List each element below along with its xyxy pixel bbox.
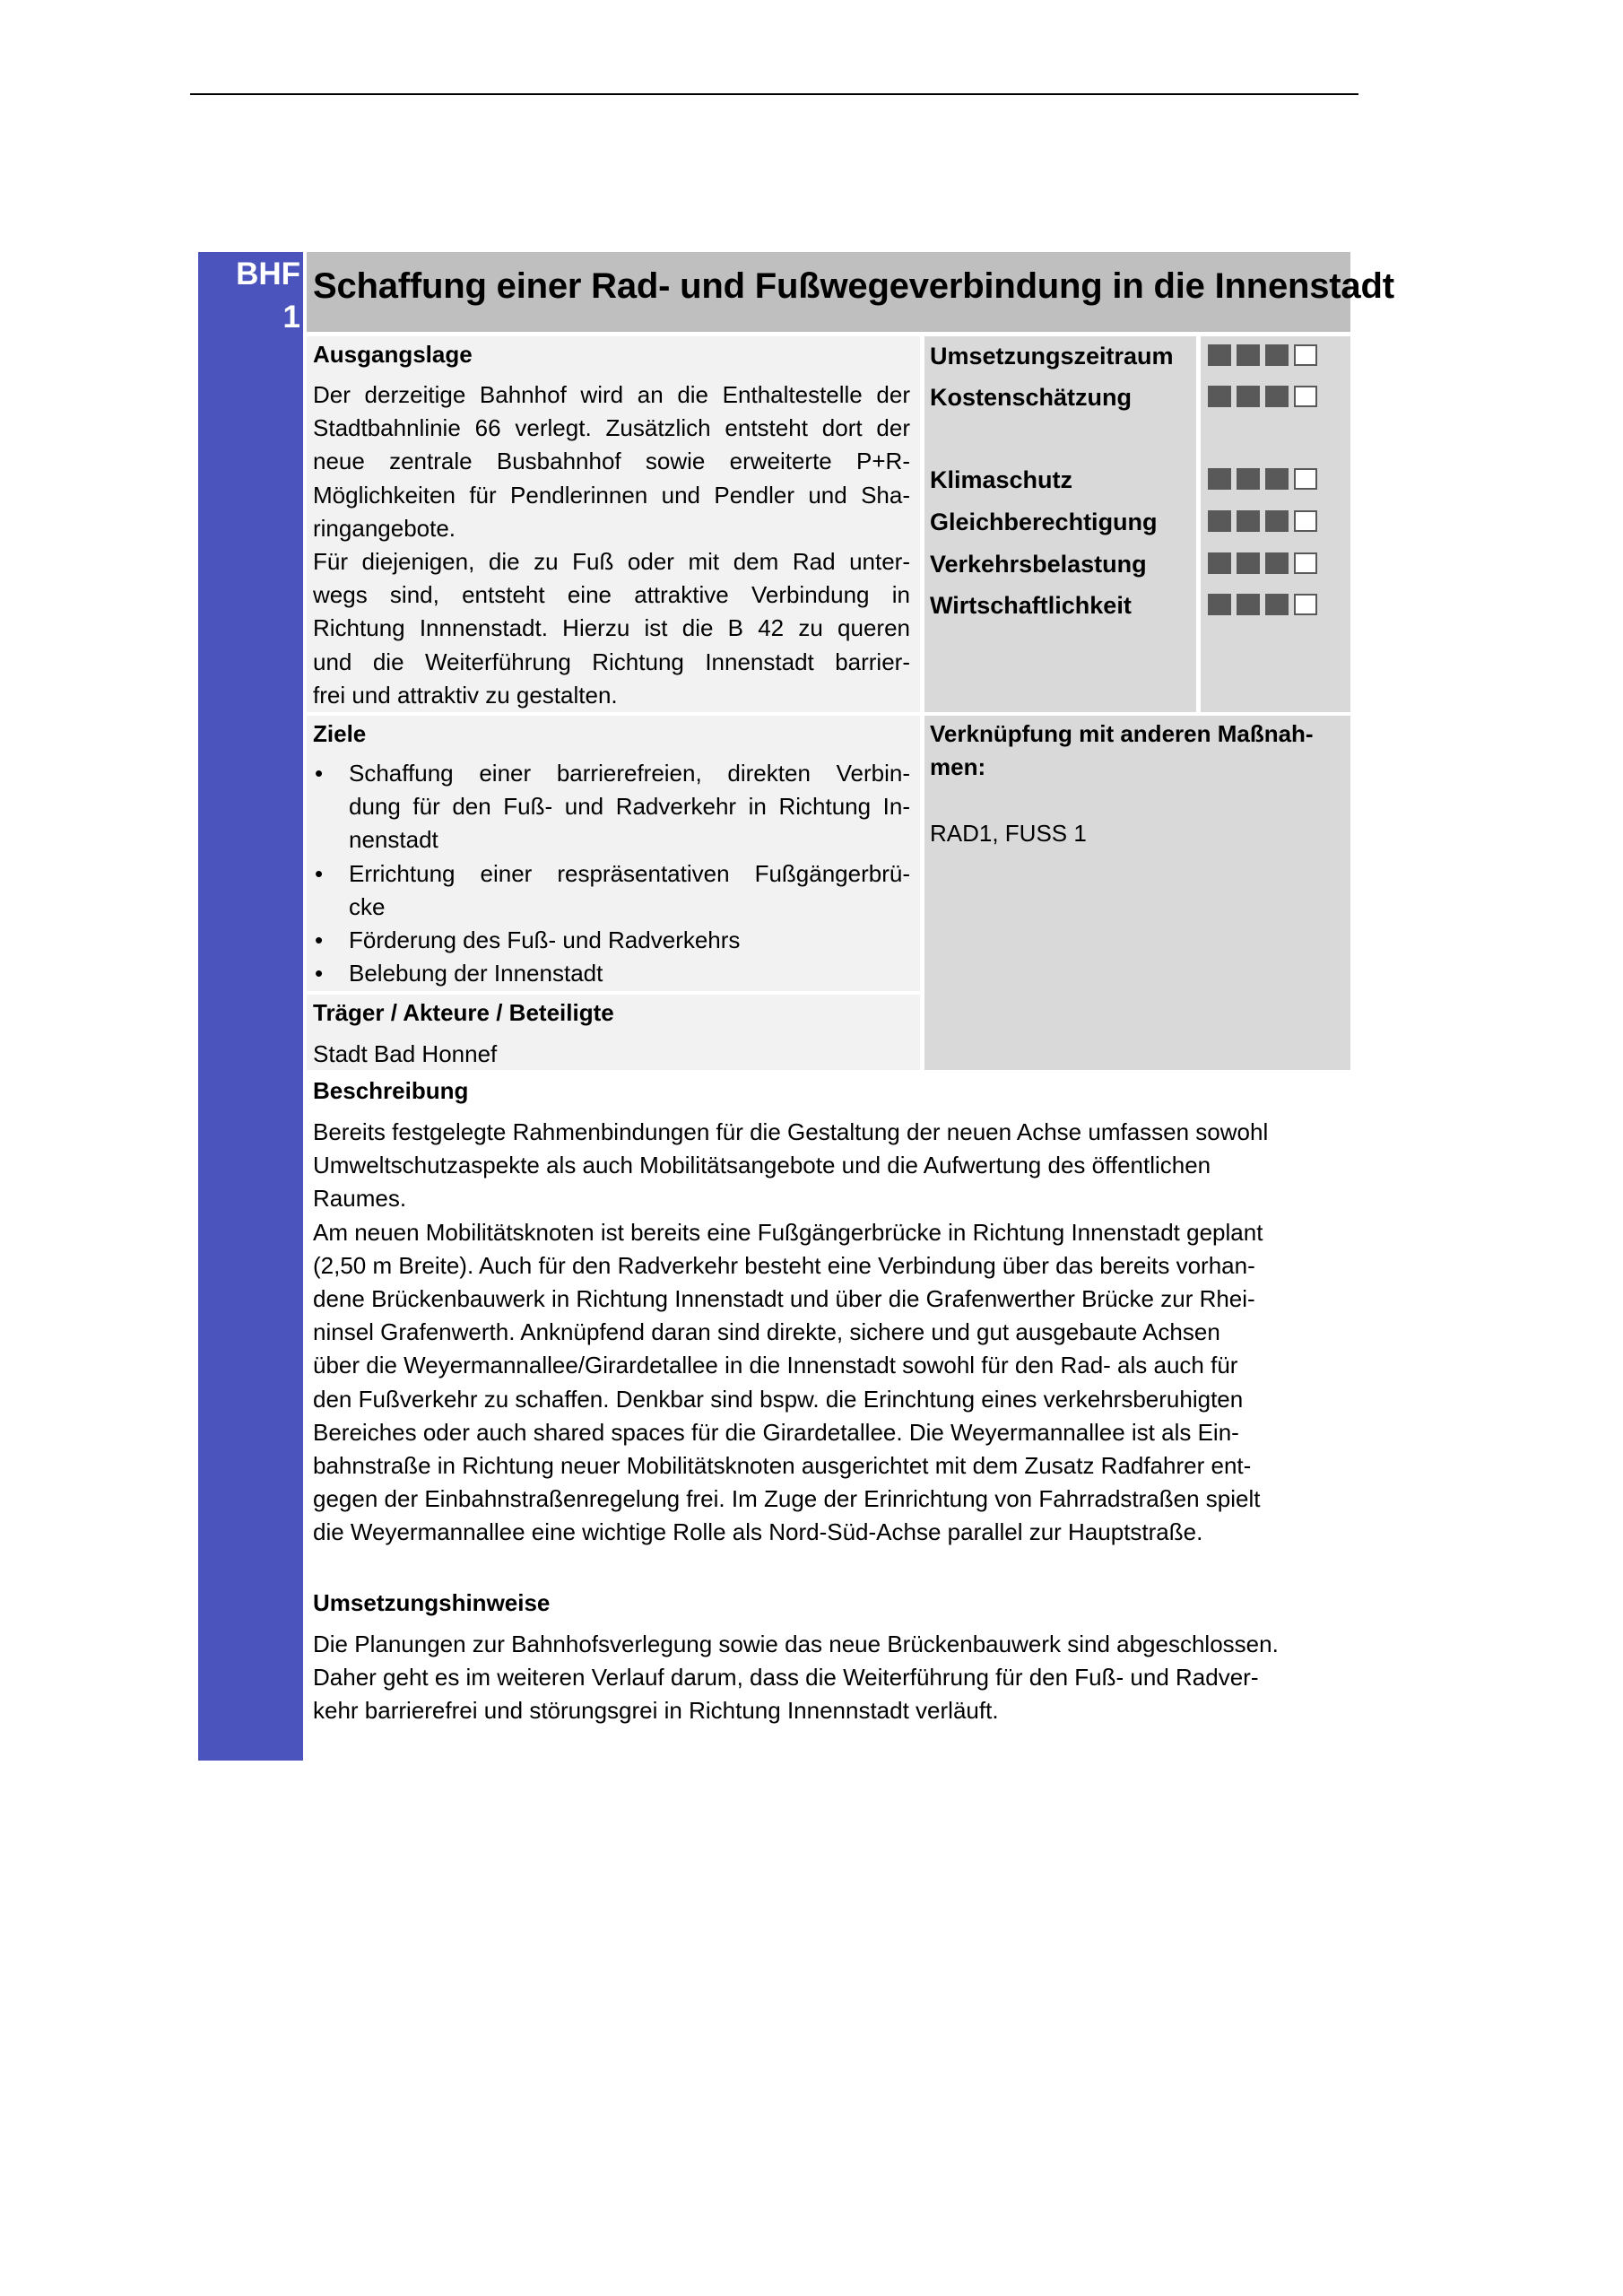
ziele-item xyxy=(313,857,910,924)
criterion-rating xyxy=(1208,510,1317,532)
beschreibung-line: Raumes. xyxy=(313,1185,407,1213)
ziele-item-line: • Schaffung einer barrierefreien, direkten Verbin- xyxy=(349,760,910,787)
rating-square-empty xyxy=(1294,386,1317,407)
umsetzungshinweise-heading: Umsetzungshinweise xyxy=(313,1589,551,1616)
criterion-label: Gleichberechtigung xyxy=(930,509,1158,535)
ziele-item-line: • Belebung der Innenstadt xyxy=(349,960,603,987)
beschreibung-line: Am neuen Mobilitätsknoten ist bereits eine Fußgängerbrücke in Richtung Innenstadt geplant xyxy=(313,1218,1263,1246)
beschreibung-line: (2,50 m Breite). Auch für den Radverkehr besteht eine Verbindung über das bereits vorhan- xyxy=(313,1251,1255,1279)
ausgangslage-line: neue zentrale Busbahnhof sowie erweiterte P+R- xyxy=(313,448,910,475)
rating-square-filled xyxy=(1265,386,1289,407)
umsetzungshinweise-line: Daher geht es im weiteren Verlauf darum, dass die Weiterführung für den Fuß- und Radver- xyxy=(313,1664,1259,1692)
header-rule xyxy=(190,93,1358,95)
rating-square-filled xyxy=(1208,468,1231,490)
rating-square-empty xyxy=(1294,594,1317,615)
traeger-heading: Träger / Akteure / Beteiligte xyxy=(313,999,614,1026)
measure-code-line2: 1 xyxy=(282,300,300,335)
rating-square-empty xyxy=(1294,344,1317,366)
ziele-item xyxy=(313,924,910,957)
rating-square-filled xyxy=(1208,510,1231,532)
rating-square-empty xyxy=(1294,552,1317,574)
criterion-rating xyxy=(1208,344,1317,366)
rating-square-filled xyxy=(1265,468,1289,490)
ausgangslage-line: wegs sind, entsteht eine attraktive Verbindung in xyxy=(313,581,910,609)
ziele-item-line: nenstadt xyxy=(349,826,438,854)
rating-square-filled xyxy=(1208,594,1231,615)
beschreibung-line: dene Brückenbauwerk in Richtung Innenstadt und über die Grafenwerther Brücke zur Rhei- xyxy=(313,1285,1255,1312)
ausgangslage-line: Für diejenigen, die zu Fuß oder mit dem Rad unter- xyxy=(313,548,910,575)
criterion-label: Verkehrsbelastung xyxy=(930,551,1147,578)
verknuepfung-heading-line1: Verknüpfung mit anderen Maßnah- xyxy=(930,720,1314,747)
ziele-item xyxy=(313,957,910,990)
criterion-label: Klimaschutz xyxy=(930,466,1073,493)
ausgangslage-line: Möglichkeiten für Pendlerinnen und Pendler und Sha- xyxy=(313,481,910,509)
ausgangslage-line: frei und attraktiv zu gestalten. xyxy=(313,681,618,709)
rating-square-empty xyxy=(1294,468,1317,490)
rating-square-filled xyxy=(1237,468,1260,490)
measure-code-line1: BHF xyxy=(236,257,300,291)
beschreibung-line: Bereits festgelegte Rahmenbindungen für die Gestaltung der neuen Achse umfassen sowohl xyxy=(313,1118,1269,1145)
rating-square-filled xyxy=(1208,344,1231,366)
beschreibung-line: Bereiches oder auch shared spaces für die Girardetallee. Die Weyermannallee ist als Ein- xyxy=(313,1418,1239,1446)
rating-square-filled xyxy=(1237,594,1260,615)
measure-title: Schaffung einer Rad- und Fußwegeverbindung in die Innenstadt xyxy=(313,266,1394,306)
rating-square-empty xyxy=(1294,510,1317,532)
ausgangslage-line: ringangebote. xyxy=(313,514,456,542)
rating-square-filled xyxy=(1265,552,1289,574)
criterion-label: Kostenschätzung xyxy=(930,384,1133,411)
rating-square-filled xyxy=(1265,510,1289,532)
ziele-list xyxy=(313,757,910,990)
criterion-label: Umsetzungszeitraum xyxy=(930,343,1174,370)
ziele-item-line: • Förderung des Fuß- und Radverkehrs xyxy=(349,926,741,954)
rating-square-filled xyxy=(1208,552,1231,574)
beschreibung-line: Umweltschutzaspekte als auch Mobilitätsangebote und die Aufwertung des öffentlichen xyxy=(313,1152,1211,1179)
rating-square-filled xyxy=(1237,552,1260,574)
rating-square-filled xyxy=(1208,386,1231,407)
traeger-value: Stadt Bad Honnef xyxy=(313,1040,498,1067)
beschreibung-line: den Fußverkehr zu schaffen. Denkbar sind bspw. die Erinchtung eines verkehrsberuhigten xyxy=(313,1385,1244,1413)
measure-code xyxy=(198,253,300,339)
ziele-item xyxy=(313,757,910,857)
verknuepfung-heading-line2: men: xyxy=(930,753,986,780)
beschreibung-line: die Weyermannallee eine wichtige Rolle als Nord-Süd-Achse parallel zur Hauptstraße. xyxy=(313,1518,1203,1546)
ausgangslage-line: Stadtbahnlinie 66 verlegt. Zusätzlich entsteht dort der xyxy=(313,414,910,442)
criterion-rating xyxy=(1208,594,1317,615)
beschreibung-line: bahnstraße in Richtung neuer Mobilitätsknoten ausgerichtet mit dem Zusatz Radfahrer ent- xyxy=(313,1452,1252,1479)
umsetzungshinweise-line: kehr barrierefrei und störungsgrei in Richtung Innennstadt verläuft. xyxy=(313,1697,999,1725)
criterion-rating xyxy=(1208,468,1317,490)
ziele-item-line: dung für den Fuß- und Radverkehr in Richtung In- xyxy=(349,793,910,821)
criterion-rating xyxy=(1208,386,1317,407)
ausgangslage-line: Richtung Innnenstadt. Hierzu ist die B 42 zu queren xyxy=(313,614,910,642)
beschreibung-heading: Beschreibung xyxy=(313,1077,469,1104)
ziele-item-line: • Errichtung einer respräsentativen Fußgängerbrü- xyxy=(349,859,910,887)
rating-square-filled xyxy=(1265,594,1289,615)
rating-square-filled xyxy=(1237,386,1260,407)
ausgangslage-heading: Ausgangslage xyxy=(313,341,473,368)
umsetzungshinweise-line: Die Planungen zur Bahnhofsverlegung sowie das neue Brückenbauwerk sind abgeschlossen. xyxy=(313,1631,1279,1657)
ziele-heading: Ziele xyxy=(313,720,367,747)
criterion-rating xyxy=(1208,552,1317,574)
beschreibung-line: ninsel Grafenwerth. Anknüpfend daran sind direkte, sichere und gut ausgebaute Achsen xyxy=(313,1318,1220,1346)
ausgangslage-line: und die Weiterführung Richtung Innenstadt barrier- xyxy=(313,648,910,675)
rating-square-filled xyxy=(1265,344,1289,366)
ziele-item-line: cke xyxy=(349,892,386,920)
measure-side-bar xyxy=(198,252,303,1761)
beschreibung-line: über die Weyermannallee/Girardetallee in die Innenstadt sowohl für den Rad- als auch für xyxy=(313,1352,1238,1379)
criterion-label: Wirtschaftlichkeit xyxy=(930,592,1132,619)
rating-square-filled xyxy=(1237,344,1260,366)
verknuepfung-cell xyxy=(924,716,1350,1070)
verknuepfung-value: RAD1, FUSS 1 xyxy=(930,820,1087,847)
rating-square-filled xyxy=(1237,510,1260,532)
ausgangslage-line: Der derzeitige Bahnhof wird an die Enthaltestelle der xyxy=(313,381,910,408)
beschreibung-line: gegen der Einbahnstraßenregelung frei. Im Zuge der Erinrichtung von Fahrradstraßen spielt xyxy=(313,1485,1261,1513)
